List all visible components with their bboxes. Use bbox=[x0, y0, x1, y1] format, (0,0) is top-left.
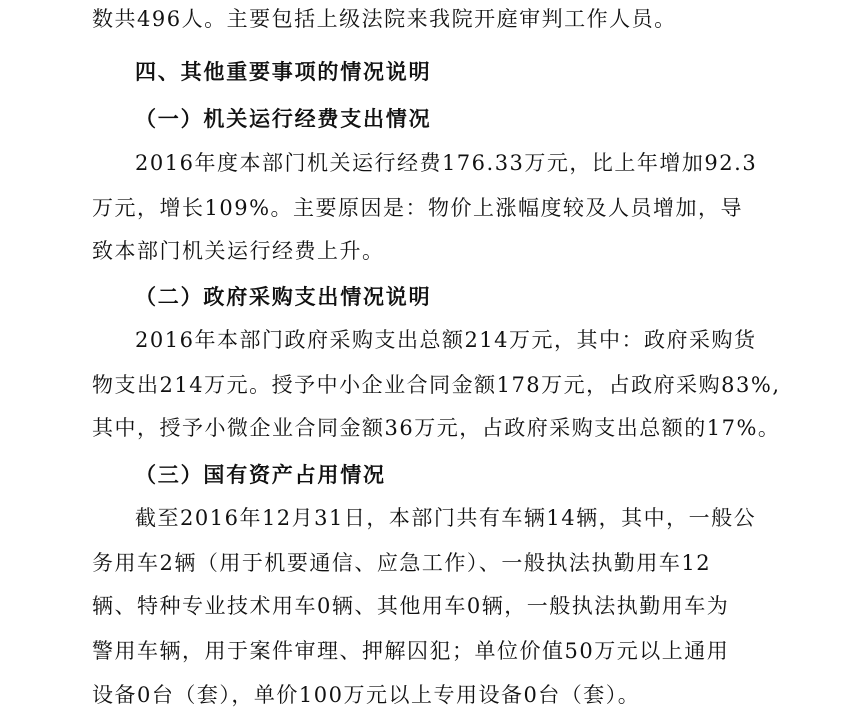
text-line: 其中，授予小微企业合同金额36万元，占政府采购支出总额的17%。 bbox=[92, 416, 781, 440]
section-heading: 四、其他重要事项的情况说明 bbox=[135, 60, 432, 84]
text-line: 致本部门机关运行经费上升。 bbox=[92, 239, 385, 263]
text-line: 设备0台（套），单价100万元以上专用设备0台（套）。 bbox=[92, 683, 641, 707]
text-line: 数共496人。主要包括上级法院来我院开庭审判工作人员。 bbox=[92, 7, 677, 31]
text-line: 警用车辆，用于案件审理、押解囚犯；单位价值50万元以上通用 bbox=[92, 639, 730, 663]
text-line: 2016年本部门政府采购支出总额214万元，其中：政府采购货 bbox=[135, 328, 757, 352]
text-line: 辆、特种专业技术用车0辆、其他用车0辆，一般执法执勤用车为 bbox=[92, 594, 730, 618]
subsection-heading: （二）政府采购支出情况说明 bbox=[135, 285, 432, 309]
text-line: 物支出214万元。授予中小企业合同金额178万元，占政府采购83%, bbox=[92, 373, 781, 397]
subsection-heading: （一）机关运行经费支出情况 bbox=[135, 107, 432, 131]
text-line: 务用车2辆（用于机要通信、应急工作）、一般执法执勤用车12 bbox=[92, 551, 712, 575]
text-line: 截至2016年12月31日，本部门共有车辆14辆，其中，一般公 bbox=[135, 506, 757, 530]
text-line: 万元，增长109%。主要原因是：物价上涨幅度较及人员增加，导 bbox=[92, 196, 744, 220]
subsection-heading: （三）国有资产占用情况 bbox=[135, 463, 386, 487]
text-line: 2016年度本部门机关运行经费176.33万元，比上年增加92.3 bbox=[135, 151, 758, 175]
